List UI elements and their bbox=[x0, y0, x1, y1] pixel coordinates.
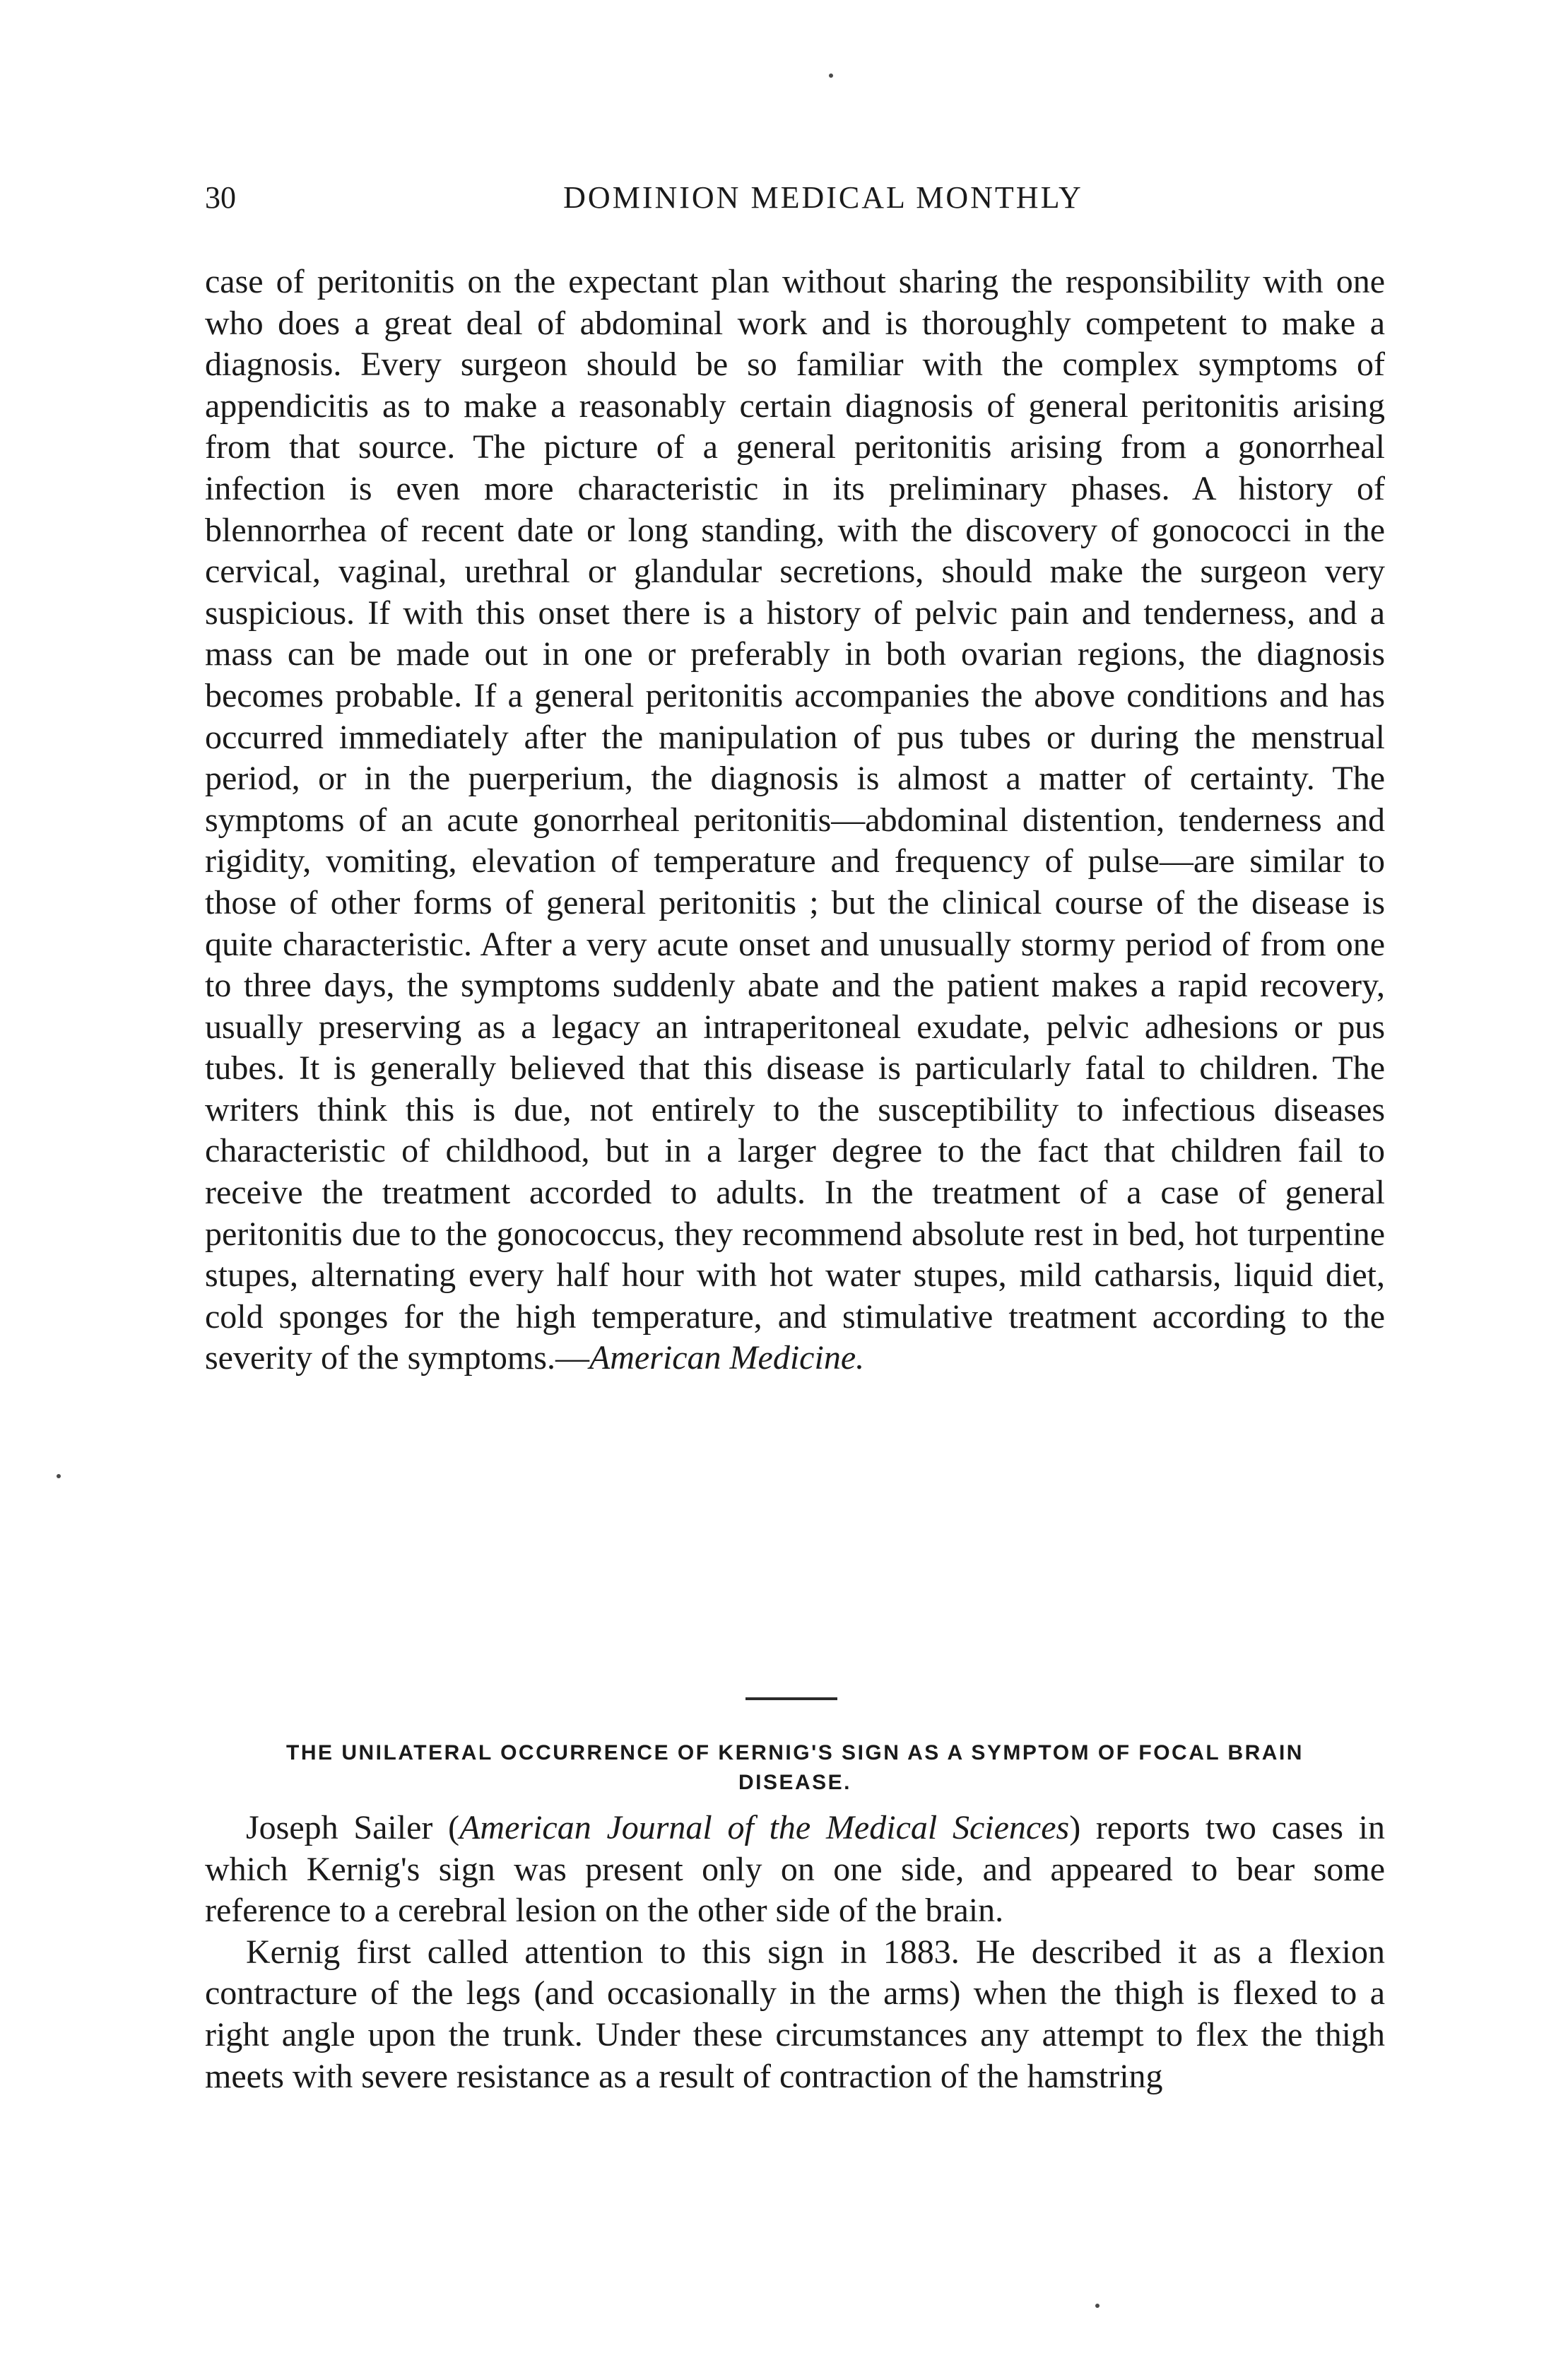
article-one-body: case of peritonitis on the expectant plan without sharing the responsibility with one who does a great deal of abdominal work and is thoroughly competent to make a diagnosis. Every surgeon should be so familiar with the complex symptoms of appendicitis as to make a reasonably certain diagnosis of general peritonitis arising from that source. The picture of a general peritonitis arising from a gonorrheal infection is even more characteristic in its preliminary phases. A history of blennorrhea of recent date or long standing, with the discovery of gonococci in the cervical, vaginal, urethral or glandular secretions, should make the surgeon very suspicious. If with this onset there is a history of pelvic pain and tenderness, and a mass can be made out in one or preferably in both ovarian regions, the diagnosis becomes probable. If a general peritonitis accompanies the above conditions and has occurred immediately after the manipulation of pus tubes or during the menstrual period, or in the puerperium, the diagnosis is almost a matter of certainty. The symptoms of an acute gonorrheal peritonitis—abdominal distention, tenderness and rigidity, vomiting, elevation of temperature and frequency of pulse—are similar to those of other forms of general peritonitis ; but the clinical course of the disease is quite characteristic. After a very acute onset and unusually stormy period of from one to three days, the symptoms suddenly abate and the patient makes a rapid recovery, usually preserving as a legacy an intraperitoneal exudate, pelvic adhesions or pus tubes. It is generally believed that this disease is particularly fatal to children. The writers think this is due, not entirely to the susceptibility to infectious diseases characteristic of childhood, but in a larger degree to the fact that children fail to receive the treatment accorded to adults. In the treatment of a case of general peritonitis due to the gonococcus, they recommend absolute rest in bed, hot turpentine stupes, alternating every half hour with hot water stupes, mild catharsis, liquid diet, cold sponges for the high temperature, and stimulative treatment according to the severity of the symptoms.— bbox=[205, 263, 1385, 1377]
paragraph-1-source: American Journal of the Medical Sciences bbox=[459, 1809, 1070, 1846]
speck-mark bbox=[57, 1474, 61, 1478]
speck-mark bbox=[829, 73, 833, 78]
article-two-paragraph-2: Kernig first called attention to this sign in 1883. He described it as a flexion contracture of the legs (and occasionally in the arms) when the thigh is flexed to a right angle upon the trunk. Under these circumstances any attempt to flex the thigh meets with severe resistance as a result of contraction of the hamstring bbox=[205, 1933, 1385, 2095]
page-number: 30 bbox=[205, 180, 236, 215]
article-two-paragraph-1 bbox=[205, 1808, 1385, 1932]
speck-mark bbox=[1095, 2304, 1100, 2308]
paragraph-1-end: ) reports two cases in which Kernig's sign was present only on one side, and appeared to bear some reference to a cerebral lesion on the other side of the brain. bbox=[205, 1809, 1386, 1930]
article-two-text bbox=[205, 1808, 1385, 2097]
section-heading: THE UNILATERAL OCCURRENCE OF KERNIG'S SIGN AS A SYMPTOM OF FOCAL BRAIN DISEASE. bbox=[286, 1741, 1304, 1794]
paragraph-1-start: Joseph Sailer ( bbox=[246, 1809, 460, 1846]
running-title: DOMINION MEDICAL MONTHLY bbox=[563, 180, 1083, 215]
section-divider bbox=[745, 1697, 837, 1700]
article-one-text bbox=[205, 261, 1385, 1379]
article-one-source: American Medicine. bbox=[589, 1339, 865, 1377]
page-header bbox=[205, 177, 1392, 233]
article-one-paragraph bbox=[205, 261, 1385, 1379]
